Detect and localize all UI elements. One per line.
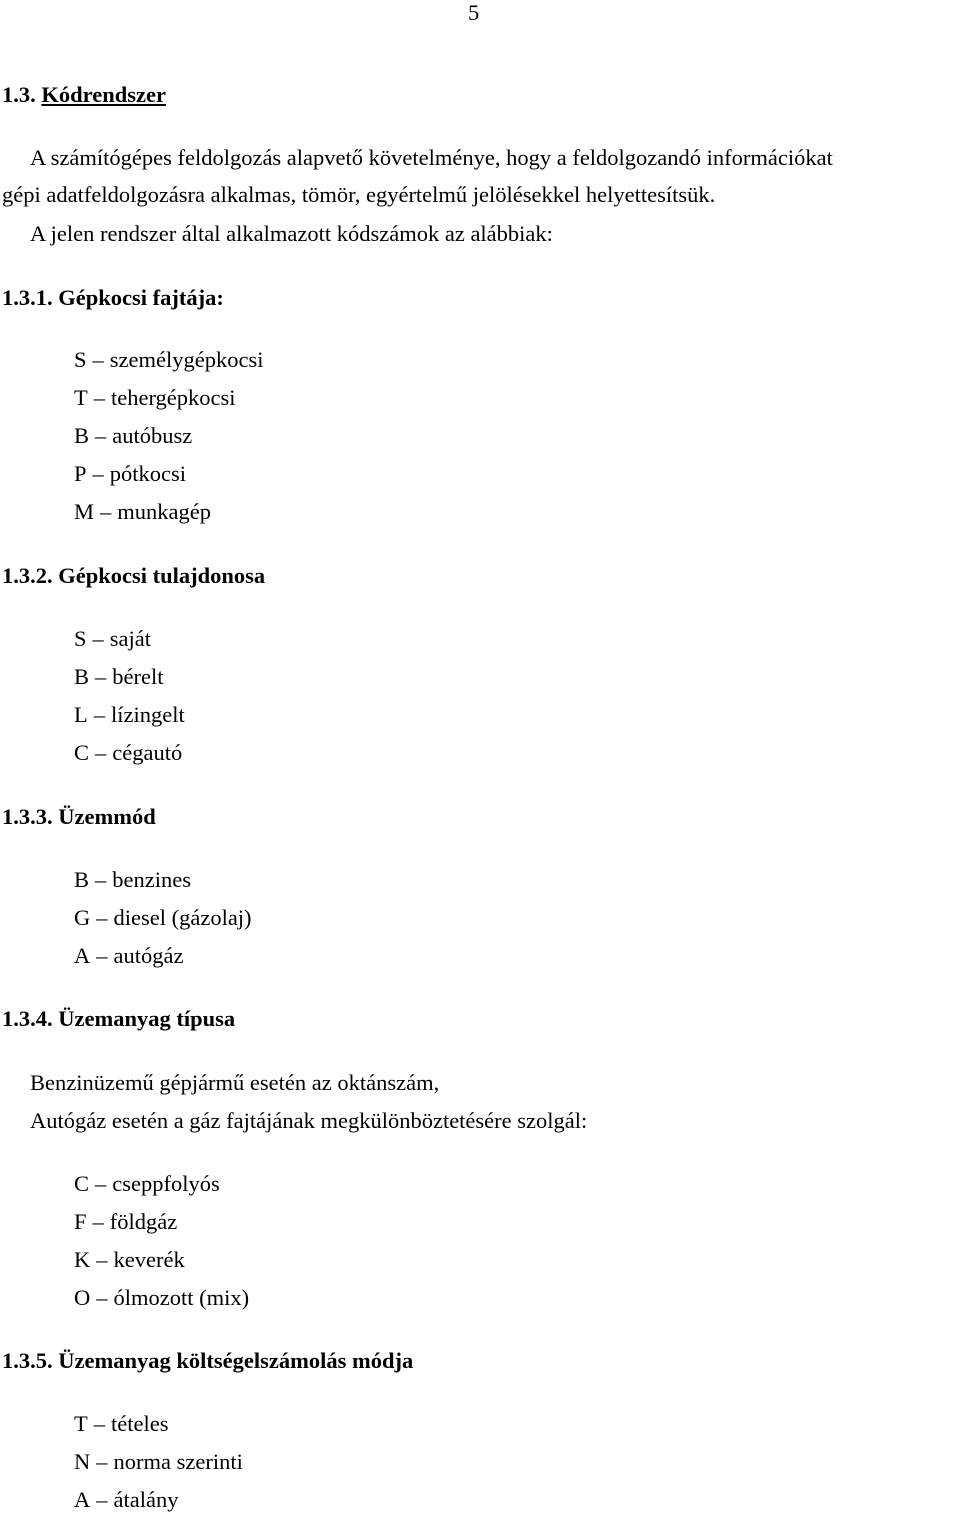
code-label: átalány (113, 1487, 179, 1512)
code-item (74, 626, 151, 652)
code-label: bérelt (112, 664, 164, 689)
dash: – (100, 499, 112, 524)
intro-paragraph-line-2: gépi adatfeldolgozásra alkalmas, tömör, egyértelmű jelölésekkel helyettesítsük. (2, 182, 716, 207)
code-item (74, 702, 185, 728)
code-label: személygépkocsi (109, 347, 264, 372)
code-item (74, 499, 211, 525)
dash: – (95, 867, 107, 892)
code-letter: N (74, 1449, 91, 1474)
code-label: cégautó (112, 740, 183, 765)
code-item (74, 1411, 168, 1437)
page-number: 5 (468, 0, 480, 25)
code-letter: S (74, 626, 87, 651)
dash: – (96, 905, 108, 930)
code-letter: B (74, 664, 90, 689)
dash: – (92, 347, 104, 372)
code-item (74, 1247, 185, 1273)
dash: – (95, 423, 107, 448)
code-letter: M (74, 499, 95, 524)
code-item (74, 1487, 178, 1513)
code-letter: F (74, 1209, 87, 1234)
dash: – (96, 1487, 108, 1512)
dash: – (92, 626, 104, 651)
code-item (74, 740, 182, 766)
code-label: tehergépkocsi (111, 385, 236, 410)
code-item (74, 1449, 243, 1475)
dash: – (93, 702, 105, 727)
dash: – (95, 1171, 107, 1196)
code-letter: B (74, 867, 90, 892)
code-item (74, 1171, 220, 1197)
code-label: földgáz (109, 1209, 178, 1234)
code-label: saját (109, 626, 151, 651)
code-label: lízingelt (111, 702, 185, 727)
code-item (74, 1209, 177, 1235)
code-label: ólmozott (mix) (113, 1285, 250, 1310)
dash: – (93, 1411, 105, 1436)
dash: – (96, 943, 108, 968)
dash: – (93, 385, 105, 410)
code-label: benzines (112, 867, 191, 892)
subsection-title-owner: 1.3.2. Gépkocsi tulajdonosa (2, 563, 266, 588)
section-number: 1.3. (2, 82, 36, 107)
code-label: norma szerinti (113, 1449, 243, 1474)
dash: – (92, 461, 104, 486)
fuel-type-description-line-2: Autógáz esetén a gáz fajtájának megkülönböztetésére szolgál: (30, 1108, 588, 1133)
code-letter: L (74, 702, 88, 727)
code-letter: B (74, 423, 90, 448)
code-item (74, 461, 186, 487)
dash: – (96, 1285, 108, 1310)
code-label: diesel (gázolaj) (113, 905, 252, 930)
code-item (74, 905, 252, 931)
code-item (74, 867, 191, 893)
code-letter: A (74, 943, 91, 968)
code-label: tételes (111, 1411, 169, 1436)
dash: – (95, 740, 107, 765)
code-item (74, 423, 192, 449)
code-label: autóbusz (112, 423, 193, 448)
code-item (74, 1285, 249, 1311)
subsection-title-fuel-accounting: 1.3.5. Üzemanyag költségelszámolás módja (2, 1348, 414, 1373)
dash: – (96, 1247, 108, 1272)
intro-paragraph-line-1: A számítógépes feldolgozás alapvető követelménye, hogy a feldolgozandó információkat (30, 145, 833, 170)
code-letter: S (74, 347, 87, 372)
code-label: cseppfolyós (112, 1171, 220, 1196)
subsection-title-operating-mode: 1.3.3. Üzemmód (2, 804, 156, 829)
dash: – (96, 1449, 108, 1474)
section-heading (2, 82, 166, 108)
subsection-title-vehicle-type: 1.3.1. Gépkocsi fajtája: (2, 285, 224, 310)
code-letter: O (74, 1285, 91, 1310)
code-item (74, 385, 236, 411)
code-letter: T (74, 385, 88, 410)
code-item (74, 347, 263, 373)
section-title: Kódrendszer (41, 82, 166, 107)
code-letter: K (74, 1247, 91, 1272)
intro-paragraph-2: A jelen rendszer által alkalmazott kódszámok az alábbiak: (30, 221, 553, 246)
code-letter: C (74, 740, 90, 765)
code-letter: A (74, 1487, 91, 1512)
dash: – (92, 1209, 104, 1234)
code-label: autógáz (113, 943, 184, 968)
code-label: keverék (113, 1247, 185, 1272)
code-label: pótkocsi (109, 461, 187, 486)
code-item (74, 943, 183, 969)
subsection-title-fuel-type: 1.3.4. Üzemanyag típusa (2, 1006, 236, 1031)
code-item (74, 664, 163, 690)
dash: – (95, 664, 107, 689)
fuel-type-description-line-1: Benzinüzemű gépjármű esetén az oktánszám, (30, 1070, 440, 1095)
code-letter: C (74, 1171, 90, 1196)
code-label: munkagép (117, 499, 211, 524)
code-letter: G (74, 905, 91, 930)
code-letter: P (74, 461, 87, 486)
code-letter: T (74, 1411, 88, 1436)
